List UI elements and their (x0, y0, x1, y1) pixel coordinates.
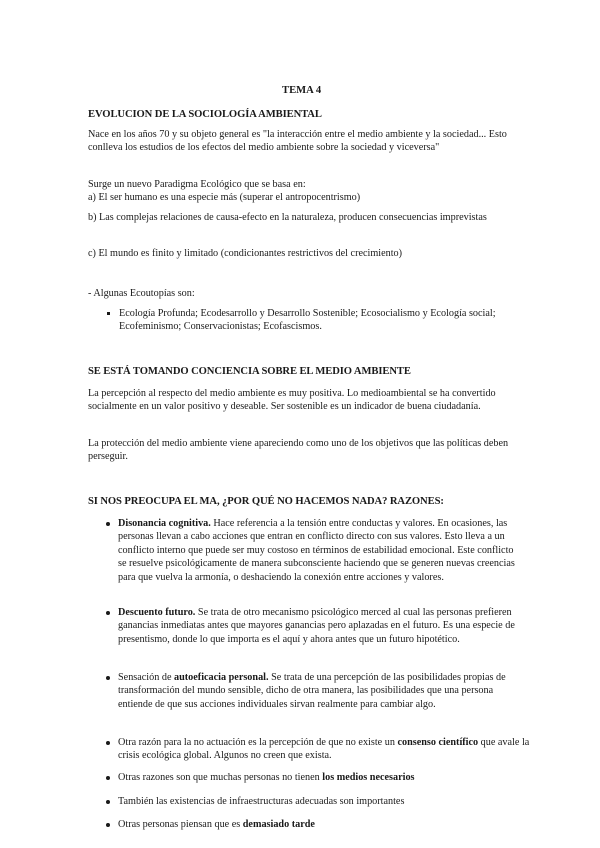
list-item (88, 771, 528, 784)
item-bold-label: Descuento futuro. (118, 607, 196, 618)
item-text-pre: Otras personas piensan que es (118, 819, 243, 830)
bullet-icon (106, 522, 110, 526)
list-item (88, 606, 524, 646)
paradigm-point-a: a) El ser humano es una especie más (superar el antropocentrismo) (88, 192, 361, 203)
paradigm-point-b: b) Las complejas relaciones de causa-efecto en la naturaleza, producen consecuencias imprevistas (88, 212, 487, 223)
item-text: También las existencias de infraestructuras adecuadas son importantes (118, 796, 405, 807)
conciencia-paragraph-2: La protección del medio ambiente viene apareciendo como uno de los objetivos que las políticas deben perseguir. (88, 438, 509, 463)
conciencia-paragraph-1: La percepción al respecto del medio ambiente es muy positiva. Lo medioambiental se ha convertido socialmente en un valor positivo y deseable. Ser sostenible es un indicador de buena ciudadanía. (88, 388, 496, 413)
razones-list (88, 517, 528, 584)
item-bold-label: autoeficacia personal. (174, 672, 269, 683)
section-heading-conciencia: SE ESTÁ TOMANDO CONCIENCIA SOBRE EL MEDIO AMBIENTE (88, 366, 411, 377)
item-text: Se trata de una percepción de las posibilidades propias de transformación del mundo sensible, dicho de otra manera, las posibilidades que una persona entiende de que sus acciones individuales sirvan realmente para cambiar algo. (118, 672, 506, 710)
paradigm-paragraph: Surge un nuevo Paradigma Ecológico que se basa en: (88, 179, 306, 190)
item-bold-label: consenso científico (397, 737, 479, 748)
section-heading-razones: SI NOS PREOCUPA EL MA, ¿POR QUÉ NO HACEMOS NADA? RAZONES: (88, 496, 444, 507)
bullet-icon (106, 741, 110, 745)
item-text-pre: Otras razones son que muchas personas no tienen (118, 772, 323, 783)
razones-list-6 (88, 795, 528, 808)
list-item (88, 307, 508, 334)
item-text: Hace referencia a la tensión entre conductas y valores. En ocasiones, las personas llevan a cabo acciones que entran en conflicto directo con sus valores. Esto lleva a un conflicto interno que puede ser muy costoso en términos de estabilidad emocional. Este conflicto se resuelve psicológicamente de manera subconsciente haciendo que se generen nuevas creencias para que vuelva la armonía, o deshaciendo la conexión entre acciones y valores. (118, 518, 515, 583)
item-text-pre: Sensación de (118, 672, 175, 683)
list-item (88, 517, 524, 584)
item-text-pre: Otra razón para la no actuación es la percepción de que no existe un (118, 737, 398, 748)
item-bold-label: Disonancia cognitiva. (118, 518, 211, 529)
razones-list-4 (88, 736, 528, 763)
intro-paragraph: Nace en los años 70 y su objeto general es "la interacción entre el medio ambiente y la sociedad... Esto conlleva los estudios de los efectos del medio ambiente sobre la sociedad y viceversa" (88, 129, 507, 154)
list-item (88, 818, 528, 831)
razones-list-3 (88, 671, 528, 711)
item-bold-label: los medios necesarios (322, 772, 415, 783)
bullet-icon (106, 776, 110, 780)
bullet-icon (107, 312, 110, 315)
razones-list-7 (88, 818, 528, 831)
bullet-icon (106, 823, 110, 827)
section-heading-evolucion: EVOLUCION DE LA SOCIOLOGÍA AMBIENTAL (88, 109, 322, 120)
razones-list-5 (88, 771, 528, 784)
ecotopias-intro: - Algunas Ecoutopías son: (88, 288, 195, 299)
list-item (88, 736, 530, 763)
item-text: Se trata de otro mecanismo psicológico merced al cual las personas prefieren ganancias inmediatas antes que mayores ganancias pero aplazadas en el futuro. Es una especie de presentismo, donde lo que importa es el aquí y ahora antes que un futuro hipotético. (118, 607, 515, 645)
ecotopias-text: Ecología Profunda; Ecodesarrollo y Desarrollo Sostenible; Ecosocialismo y Ecología social; Ecofeminismo; Conservacionistas; Ecofascismos. (119, 308, 496, 333)
bullet-icon (106, 611, 110, 615)
item-bold-label: demasiado tarde (242, 819, 315, 830)
bullet-icon (106, 676, 110, 680)
ecotopias-list (88, 307, 508, 334)
paradigm-point-c: c) El mundo es finito y limitado (condicionantes restrictivos del crecimiento) (88, 248, 403, 259)
list-item (88, 795, 528, 808)
razones-list-2 (88, 606, 528, 646)
item-text: que avale la crisis ecológica global. Algunos no creen que exista. (118, 737, 530, 762)
bullet-icon (106, 800, 110, 804)
page-title: TEMA 4 (282, 85, 322, 96)
list-item (88, 671, 524, 711)
